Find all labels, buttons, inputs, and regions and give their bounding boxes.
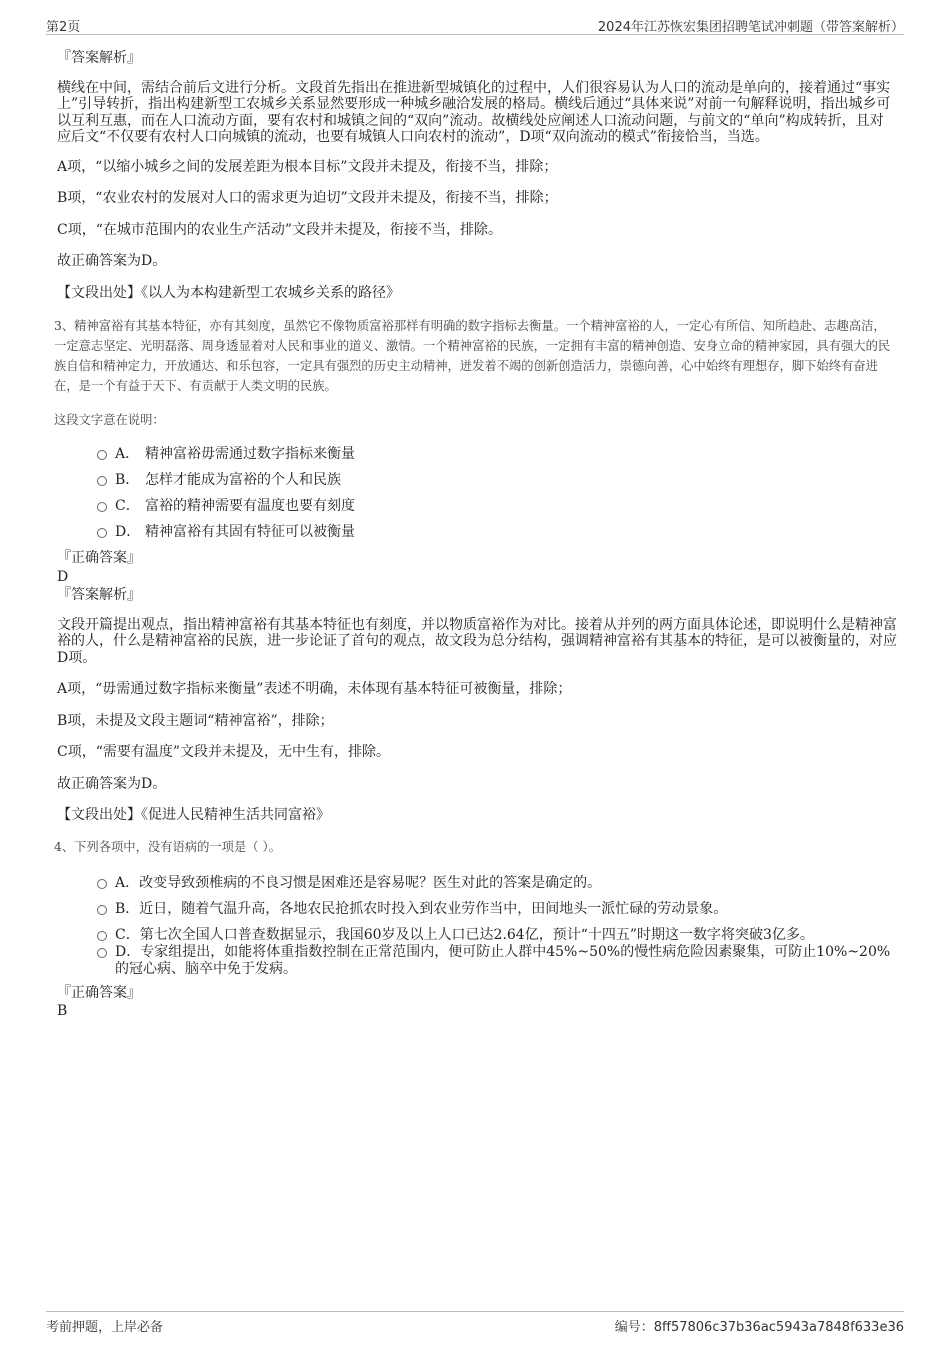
analysis-option-c: C项，“在城市范围内的农业生产活动”文段并未提及，衔接不当，排除。 (57, 221, 503, 238)
question-3-stem: 3、精神富裕有其基本特征，亦有其刻度，虽然它不像物质富裕那样有明确的数字指标去衡量。一个精神富裕的人，一定心有所信、知所趋赴、志趣高洁，一定意志坚定、光明磊落、周身透显着对人民和事业的道义、激情。一个精神富裕的民族，一定拥有丰富的精神创造、安身立命的精神家园，具有强大的民族自信和精神定力，开放通达、和乐包容，一定具有强烈的历史主动精神，迸发着不竭的创新创造活力，崇德向善，心中始终有理想存，脚下始终有奋进在，是一个有益于天下、有贡献于人类文明的民族。 (54, 319, 891, 393)
correct-answer-value: B (57, 1003, 68, 1019)
analysis-option-a: A项，“以缩小城乡之间的发展差距为根本目标”文段并未提及，衔接不当，排除； (57, 158, 558, 175)
answer-analysis-text: 横线在中间，需结合前后文进行分析。文段首先指出在推进新型城镇化的过程中，人们很容易认为人口的流动是单向的，接着通过“事实上”引导转折，指出构建新型工农城乡关系显然要形成一种城乡融洽发展的格局。横线后通过“具体来说”对前一句解释说明，指出城乡可以互利互惠，而在人口流动方面，要有农村和城镇之间的“双向”流动。故横线处应阐述人口流动问题，与前文的“单向”构成转折，且对应后文“不仅要有农村人口向城镇的流动，也要有城镇人口向农村的流动”，D项“双向流动的模式”衔接恰当，当选。 (57, 79, 891, 145)
option-b[interactable]: B． 怎样才能成为富裕的个人和民族 (57, 472, 897, 498)
question-4-stem: 4、下列各项中，没有语病的一项是（ ）。 (54, 839, 281, 854)
page-number: 第2页 (46, 20, 81, 35)
correct-answer-label: 『正确答案』 (57, 984, 141, 1001)
radio-button-icon[interactable] (97, 528, 107, 538)
radio-button-icon[interactable] (97, 948, 107, 958)
correct-answer-value: D (57, 568, 69, 585)
radio-button-icon[interactable] (97, 931, 107, 941)
option-d[interactable]: D． 精神富裕有其固有特征可以被衡量 (57, 524, 897, 546)
question-3-prompt: 这段文字意在说明： (54, 413, 165, 427)
question-3-options (57, 446, 897, 546)
analysis-option-c: C项，“需要有温度”文段并未提及，无中生有，排除。 (57, 744, 391, 760)
passage-source: 【文段出处】《以人为本构建新型工农城乡关系的路径》 (57, 284, 400, 301)
passage-source: 【文段出处】《促进人民精神生活共同富裕》 (57, 807, 330, 823)
analysis-option-b: B项，“农业农村的发展对人口的需求更为迫切”文段并未提及，衔接不当，排除； (57, 190, 558, 206)
option-a[interactable]: A． 精神富裕毋需通过数字指标来衡量 (57, 446, 897, 472)
option-c[interactable]: C．第七次全国人口普查数据显示，我国60岁及以上人口已达2.64亿，预计“十四五”时期这一数字将突破3亿多。 (57, 927, 897, 944)
radio-button-icon[interactable] (97, 502, 107, 512)
option-b[interactable]: B．近日，随着气温升高，各地农民抢抓农时投入到农业劳作当中，田间地头一派忙碌的劳动景象。 (57, 901, 897, 927)
page-footer (46, 1311, 904, 1334)
radio-button-icon[interactable] (97, 476, 107, 486)
option-d[interactable]: D．专家组提出，如能将体重指数控制在正常范围内，便可防止人群中45%~50%的慢性病危险因素聚集，可防止10%~20%的冠心病、脑卒中免于发病。 (57, 944, 897, 978)
answer-analysis-text: 文段开篇提出观点，指出精神富裕有其基本特征也有刻度，并以物质富裕作为对比。接着从并列的两方面具体论述，即说明什么是精神富裕的人，什么是精神富裕的民族，进一步论证了首句的观点，故文段为总分结构，强调精神富裕有其基本的特征，是可以被衡量的，对应D项。 (57, 616, 897, 666)
analysis-option-a: A项，“毋需通过数字指标来衡量”表述不明确，未体现有基本特征可被衡量，排除； (57, 681, 572, 697)
option-a[interactable]: A．改变导致颈椎病的不良习惯是困难还是容易呢？医生对此的答案是确定的。 (57, 875, 897, 901)
radio-button-icon[interactable] (97, 879, 107, 889)
page-content (54, 44, 897, 1020)
document-title: 2024年江苏恢宏集团招聘笔试冲刺题（带答案解析） (597, 20, 904, 35)
footer-slogan: 考前押题，上岸必备 (46, 1320, 164, 1335)
answer-analysis-label: 『答案解析』 (57, 50, 141, 66)
correct-answer-conclusion: 故正确答案为D。 (57, 253, 167, 269)
radio-button-icon[interactable] (97, 450, 107, 460)
correct-answer-conclusion: 故正确答案为D。 (57, 775, 167, 792)
document-code: 编号：8ff57806c37b36ac5943a7848f633e36 (614, 1320, 904, 1335)
option-c[interactable]: C． 富裕的精神需要有温度也要有刻度 (57, 498, 897, 524)
analysis-option-b: B项，未提及文段主题词“精神富裕”，排除； (57, 712, 334, 729)
answer-analysis-label: 『答案解析』 (57, 587, 141, 603)
page-header (46, 14, 904, 35)
correct-answer-label: 『正确答案』 (57, 550, 141, 566)
radio-button-icon[interactable] (97, 905, 107, 915)
question-4-options (57, 875, 897, 978)
